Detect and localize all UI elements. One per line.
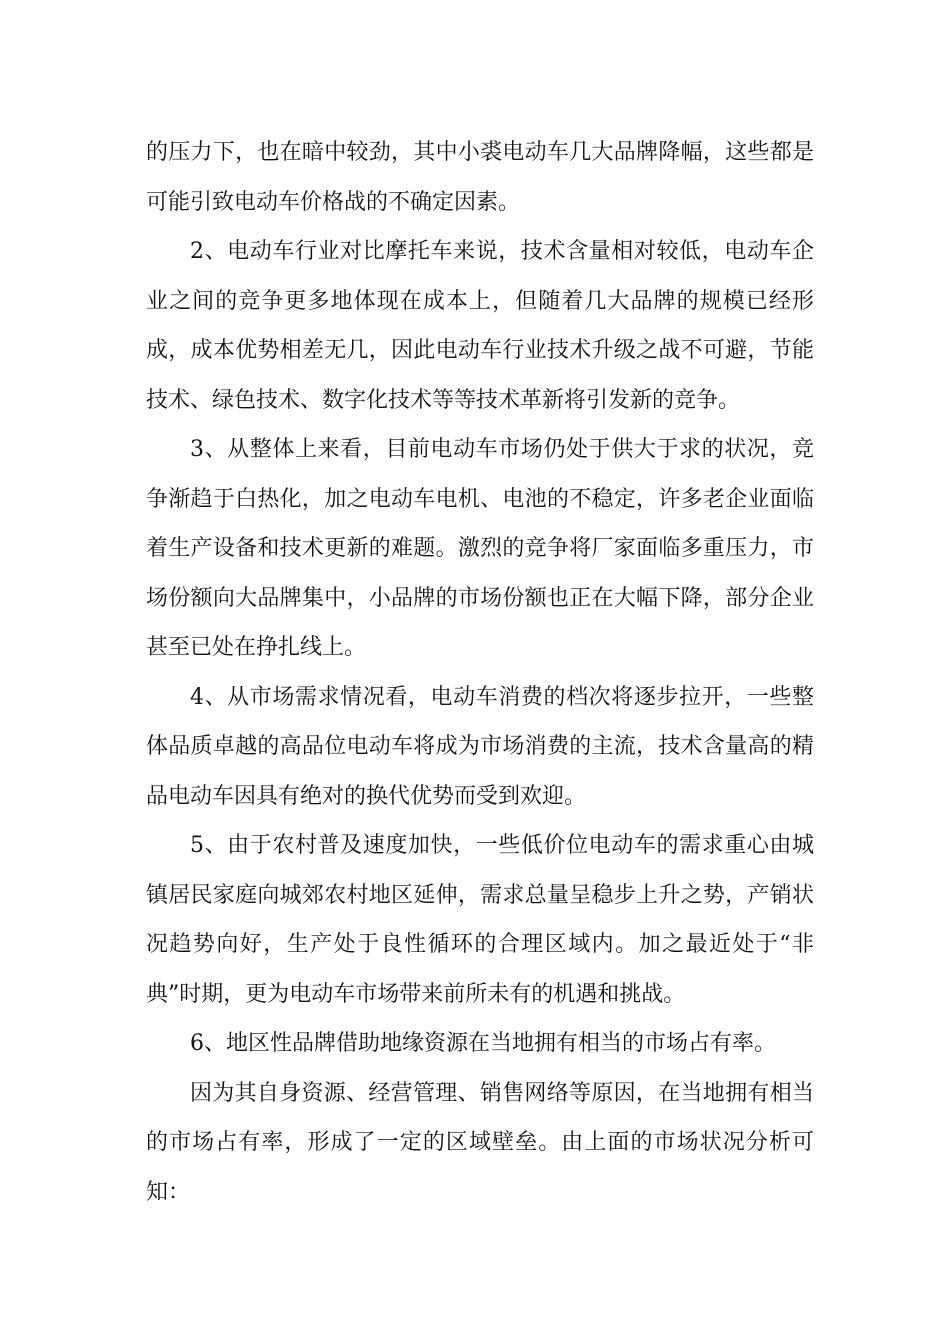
- paragraph-item-3: 3、从整体上来看，目前电动车市场仍处于供大于求的状况，竞争渐趋于白热化，加之电动车电机、电池的不稳定，许多老企业面临着生产设备和技术更新的难题。激烈的竞争将厂家面临多重压力，市场份额向大品牌集中，小品牌的市场份额也正在大幅下降，部分企业甚至已处在挣扎线上。: [146, 437, 814, 660]
- paragraph-item-6: 6、地区性品牌借助地缘资源在当地拥有相当的市场占有率。: [190, 1031, 776, 1056]
- paragraph-continuation: 的压力下，也在暗中较劲，其中小裘电动车几大品牌降幅，这些都是可能引致电动车价格战的不确定因素。: [146, 140, 814, 215]
- paragraph-conclusion: 因为其自身资源、经营管理、销售网络等原因，在当地拥有相当的市场占有率，形成了一定的区域壁垒。由上面的市场状况分析可知：: [146, 1080, 814, 1205]
- paragraph-item-5: 5、由于农村普及速度加快，一些低价位电动车的需求重心由城镇居民家庭向城郊农村地区延伸，需求总量呈稳步上升之势，产销状况趋势向好，生产处于良性循环的合理区域内。加之最近处于“非典”时期，更为电动车市场带来前所未有的机遇和挑战。: [146, 833, 814, 1007]
- paragraph-item-2: 2、电动车行业对比摩托车来说，技术含量相对较低，电动车企业之间的竞争更多地体现在成本上，但随着几大品牌的规模已经形成，成本优势相差无几，因此电动车行业技术升级之战不可避，节能技术、绿色技术、数字化技术等等技术革新将引发新的竞争。: [146, 239, 814, 413]
- document-body: [146, 128, 814, 1217]
- paragraph-item-4: 4、从市场需求情况看，电动车消费的档次将逐步拉开，一些整体品质卓越的高品位电动车将成为市场消费的主流，技术含量高的精品电动车因具有绝对的换代优势而受到欢迎。: [146, 684, 814, 809]
